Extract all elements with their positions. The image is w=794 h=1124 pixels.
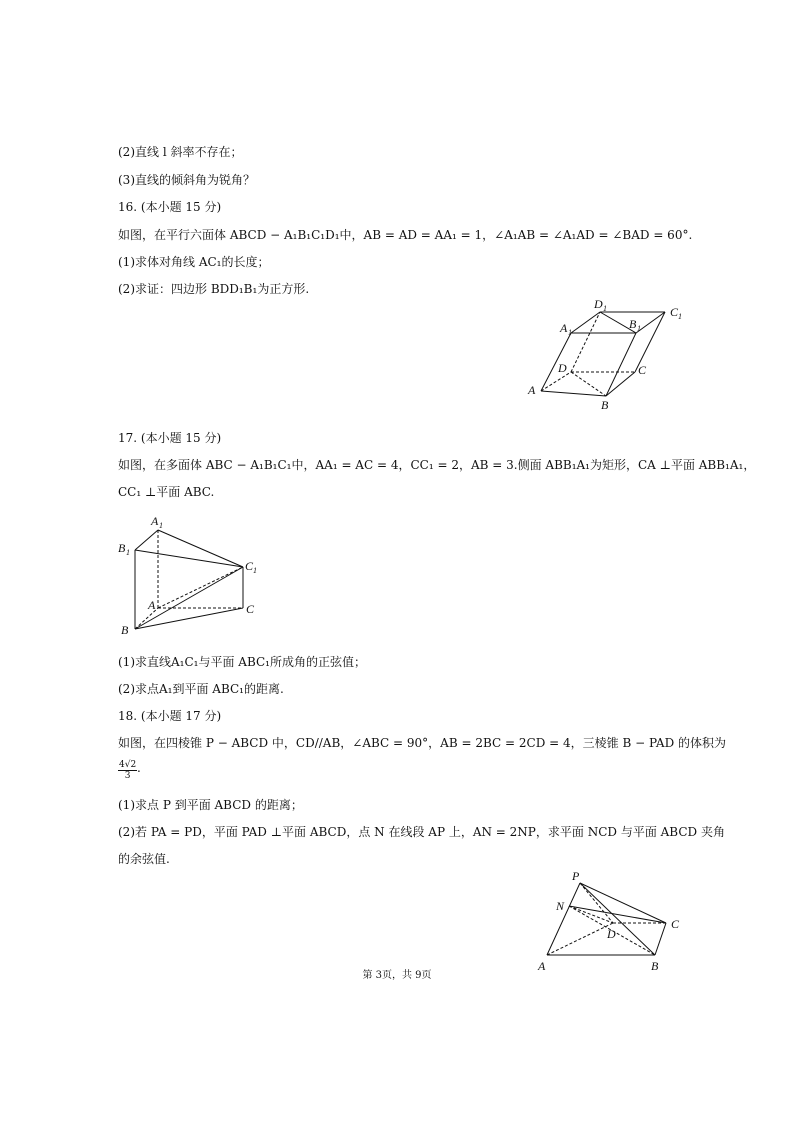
label-c1-sub: 1 xyxy=(253,566,257,575)
edge-b1a1 xyxy=(135,530,158,550)
label-d1-sub: 1 xyxy=(603,304,607,313)
fraction-numerator: 4√2 xyxy=(119,760,137,770)
label-b1-sub: 1 xyxy=(637,324,641,333)
edge-pc xyxy=(580,883,666,923)
label-b1-sub: 1 xyxy=(126,548,130,557)
figure-polyhedron xyxy=(115,510,265,640)
label-b1: B xyxy=(629,317,637,331)
edge-b1c1 xyxy=(135,550,243,567)
label-d: D xyxy=(558,361,567,375)
problem-18-part-1: (1)求点 P 到平面 ABCD 的距离； xyxy=(118,798,303,812)
problem-18-part-2: (2)若 PA = PD，平面 PAD ⊥平面 ABCD，点 N 在线段 AP 上，AN = 2NP，求平面 NCD 与平面 ABCD 夹角 xyxy=(118,825,725,839)
problem-18-header: 18. (本小题 17 分) xyxy=(118,709,222,723)
label-d: D xyxy=(607,927,616,941)
figure-pyramid xyxy=(530,868,690,978)
edge-db-hidden xyxy=(571,372,606,396)
label-a1: A xyxy=(151,514,159,528)
problem-16-part-1: (1)求体对角线 AC₁的长度； xyxy=(118,255,270,269)
label-c: C xyxy=(246,602,255,616)
label-a1-sub: 1 xyxy=(568,328,572,337)
label-a: A xyxy=(528,383,536,397)
label-b: B xyxy=(651,959,659,973)
edge-pa xyxy=(547,883,580,955)
edge-dd1-hidden xyxy=(571,312,600,372)
problem-17-part-1: (1)求直线A₁C₁与平面 ABC₁所成角的正弦值； xyxy=(118,655,366,669)
label-a: A xyxy=(148,598,156,612)
label-d1: D xyxy=(594,297,603,311)
figure-parallelepiped xyxy=(528,296,698,412)
problem-17-statement-cont: CC₁ ⊥平面 ABC. xyxy=(118,485,215,499)
pyramid-svg xyxy=(530,868,690,978)
problem-17-statement: 如图，在多面体 ABC − A₁B₁C₁中，AA₁ = AC = 4，CC₁ = 2，AB = 3.侧面 ABB₁A₁为矩形，CA ⊥平面 ABB₁A₁， xyxy=(118,458,756,472)
polyhedron-svg xyxy=(115,510,265,640)
label-c: C xyxy=(638,363,647,377)
problem-16-header: 16. (本小题 15 分) xyxy=(118,200,222,214)
edge-ac1-hidden xyxy=(158,567,243,608)
fraction-period: . xyxy=(137,761,141,775)
volume-fraction xyxy=(118,760,137,781)
edge-a1c1 xyxy=(158,530,243,567)
problem-18-part-2-cont: 的余弦值. xyxy=(118,852,170,866)
label-c1-sub: 1 xyxy=(678,312,682,321)
edge-ab xyxy=(541,391,606,396)
parallelepiped-svg xyxy=(528,296,698,412)
label-a1-sub: 1 xyxy=(159,521,163,530)
problem-16-statement: 如图，在平行六面体 ABCD − A₁B₁C₁D₁中，AB = AD = AA₁ = 1，∠A₁AB = ∠A₁AD = ∠BAD = 60°. xyxy=(118,228,693,242)
label-b1: B xyxy=(118,541,126,555)
label-c: C xyxy=(671,917,680,931)
problem-16-part-2: (2)求证：四边形 BDD₁B₁为正方形. xyxy=(118,282,310,296)
label-p: P xyxy=(572,869,580,883)
label-b: B xyxy=(601,398,609,412)
label-c1: C xyxy=(245,559,254,573)
fraction-denominator: 3 xyxy=(124,771,131,781)
edge-ad-hidden xyxy=(547,923,613,955)
label-c1: C xyxy=(670,305,679,319)
label-b: B xyxy=(121,623,129,637)
label-a1: A xyxy=(560,321,568,335)
label-a: A xyxy=(538,959,546,973)
problem-18-statement: 如图，在四棱锥 P − ABCD 中，CD//AB，∠ABC = 90°，AB = 2BC = 2CD = 4，三棱锥 B − PAD 的体积为 xyxy=(118,736,727,750)
edge-bb1 xyxy=(606,333,636,396)
edge-bc xyxy=(655,923,666,955)
problem-17-header: 17. (本小题 15 分) xyxy=(118,431,222,445)
label-n: N xyxy=(556,899,565,913)
edge-pd-hidden xyxy=(580,883,613,923)
text-line-1: (2)直线 l 斜率不存在； xyxy=(118,145,243,159)
text-line-2: (3)直线的倾斜角为锐角？ xyxy=(118,173,255,187)
problem-17-part-2: (2)求点A₁到平面 ABC₁的距离. xyxy=(118,682,284,696)
edge-bc xyxy=(606,372,635,396)
page-footer: 第 3页，共 9页 xyxy=(362,970,432,981)
edge-a1d1 xyxy=(571,312,600,333)
